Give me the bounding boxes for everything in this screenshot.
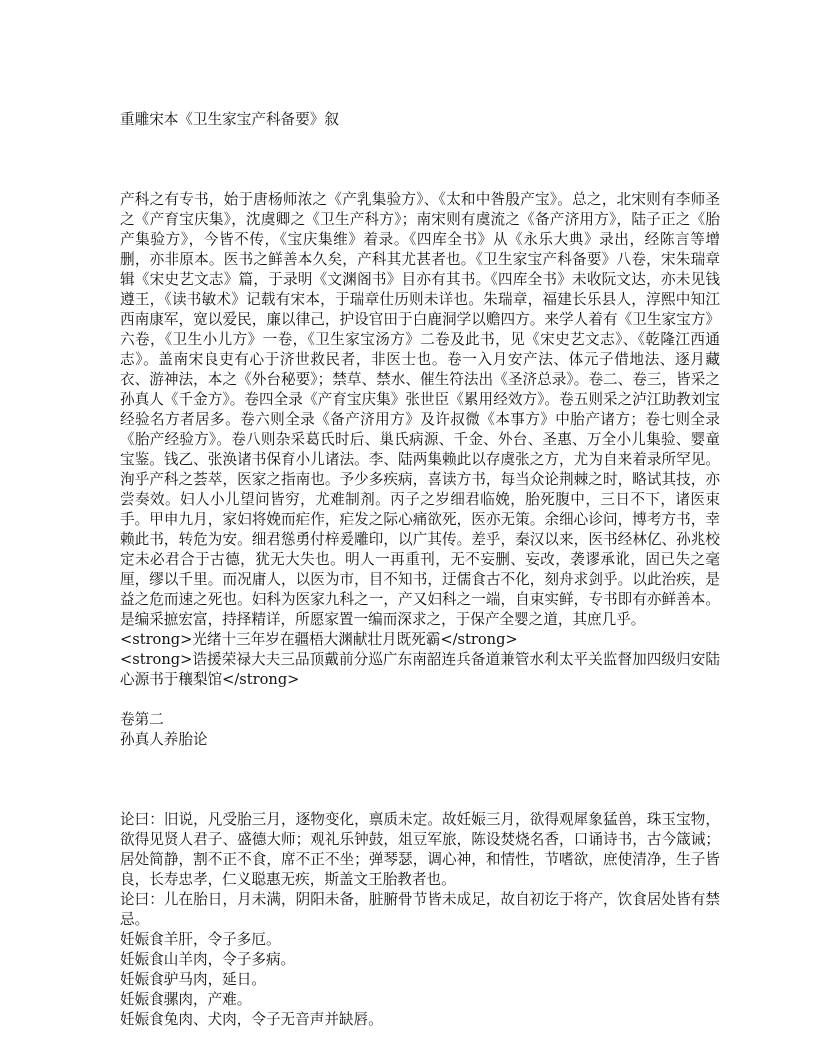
body-paragraph: 妊娠食兔肉、犬肉，令子无音声并缺唇。: [120, 1011, 383, 1028]
body-paragraph: 妊娠食骡肉，产难。: [120, 991, 252, 1008]
document-title: 重雕宋本《卫生家宝产科备要》叙: [120, 111, 339, 128]
signature-line-date: <strong>光绪十三年岁在疆梧大渊献壮月既死霸</strong>: [120, 631, 518, 648]
spacer: [120, 750, 720, 810]
body-paragraph: 论曰：旧说，凡受胎三月，逐物变化，禀质未定。故妊娠三月，欲得观犀象猛兽，珠玉宝物，欲得见贤人君子、盛德大师；观礼乐钟鼓，俎豆军旅，陈设焚烧名香，口诵诗书，古今箴诫；居处简静，割不正不食，席不正不坐；弹琴瑟，调心神，和情性，节嗜欲，庶使清净，生子皆良，长寿忠孝，仁义聪惠无疾，斯盖文王胎教者也。: [120, 811, 720, 888]
body-paragraph: 论曰：儿在胎日，月未满，阴阳未备，脏腑骨节皆未成足，故自初讫于将产，饮食居处皆有禁忌。: [120, 891, 720, 928]
chapter-subtitle: 孙真人养胎论: [120, 731, 208, 748]
preface-paragraph: 产科之有专书，始于唐杨师浓之《产乳集验方》、《太和中昝殷产宝》。总之，北宋则有李师圣之《产育宝庆集》，沈虞卿之《卫生产科方》；南宋则有虞流之《备产济用方》，陆子正之《胎产集验方》，今皆不传，《宝庆集维》着录。《四库全书》从《永乐大典》录出，经陈言等增删，亦非原本。医书之鲜善本久矣，产科其尤甚者也。《卫生家宝产科备要》八卷，宋朱瑞章辑《宋史艺文志》篇，于录明《文渊阁书》目亦有其书。《四库全书》未收阮文达，亦未见钱遵王，《读书敏术》记载有宋本，于瑞章仕历则未详也。朱瑞章，福建长乐县人，淳熙中知江西南康军，宽以爱民，廉以律己，护设官田于白鹿洞学以赡四方。来学人着有《卫生家宝方》六卷，《卫生小儿方》一卷，《卫生家宝汤方》二卷及此书，见《宋史艺文志》、《乾隆江西通志》。盖南宋良吏有心于济世救民者，非医士也。卷一入月安产法、体元子借地法、逐月藏衣、游神法，本之《外台秘要》；禁草、禁水、催生符法出《圣济总录》。卷二、卷三，皆采之孙真人《千金方》。卷四全录《产育宝庆集》张世臣《累用经效方》。卷五则采之泸江助教刘宝经验名方者居多。卷六则全录《备产济用方》及许叔微《本事方》中胎产诸方；卷七则全录《胎产经验方》。卷八则杂采葛氏时后、巢氏病源、千金、外台、圣惠、万全小儿集验、婴童宝鉴。钱乙、张涣诸书保育小儿诸法。李、陆两集赖此以存虞张之方，尤为自来着录所罕见。洵乎产科之荟萃，医家之指南也。予少多疾病，喜读方书，每当众论荆棘之时，略试其技，亦尝奏效。妇人小儿望问皆穷，尤难制剂。丙子之岁细君临娩，胎死腹中，三日不下，诸医束手。甲申九月，家妇将娩而疟作，疟发之际心痛欲死，医亦无策。余细心诊问，博考方书，幸赖此书，转危为安。细君慫勇付梓爰雕印，以广其传。差乎，秦汉以来，医书经林亿、孙兆校定未必君合于古德，犹无大失也。明人一再重刊，无不妄删、妄改，袭谬承讹，固已失之毫厘，缪以千里。而况庸人，以医为市，目不知书，迂儒食古不化，刻舟求剑乎。以此治疾，是益之危而速之死也。妇科为医家九科之一，产又妇科之一端，自束实鲜，专书即有亦鲜善本。是编采摭宏富，持择精详，所愿家置一编而深求之，于保产全婴之道，其庶几乎。: [120, 191, 720, 628]
body-paragraph: 妊娠食羊肝，令子多厄。: [120, 931, 281, 948]
spacer: [120, 690, 720, 710]
spacer: [120, 130, 720, 190]
body-paragraph: 妊娠食山羊肉，令子多病。: [120, 951, 296, 968]
body-paragraph: 妊娠食驴马肉，延日。: [120, 971, 266, 988]
document-page: [120, 110, 720, 1030]
signature-line-author: <strong>诰援荣禄大夫三品顶戴前分巡广东南韶连兵备道兼管水利太平关监督加四级归安陆心源书于穰梨馆</strong>: [120, 651, 720, 688]
chapter-heading: 卷第二: [120, 711, 164, 728]
